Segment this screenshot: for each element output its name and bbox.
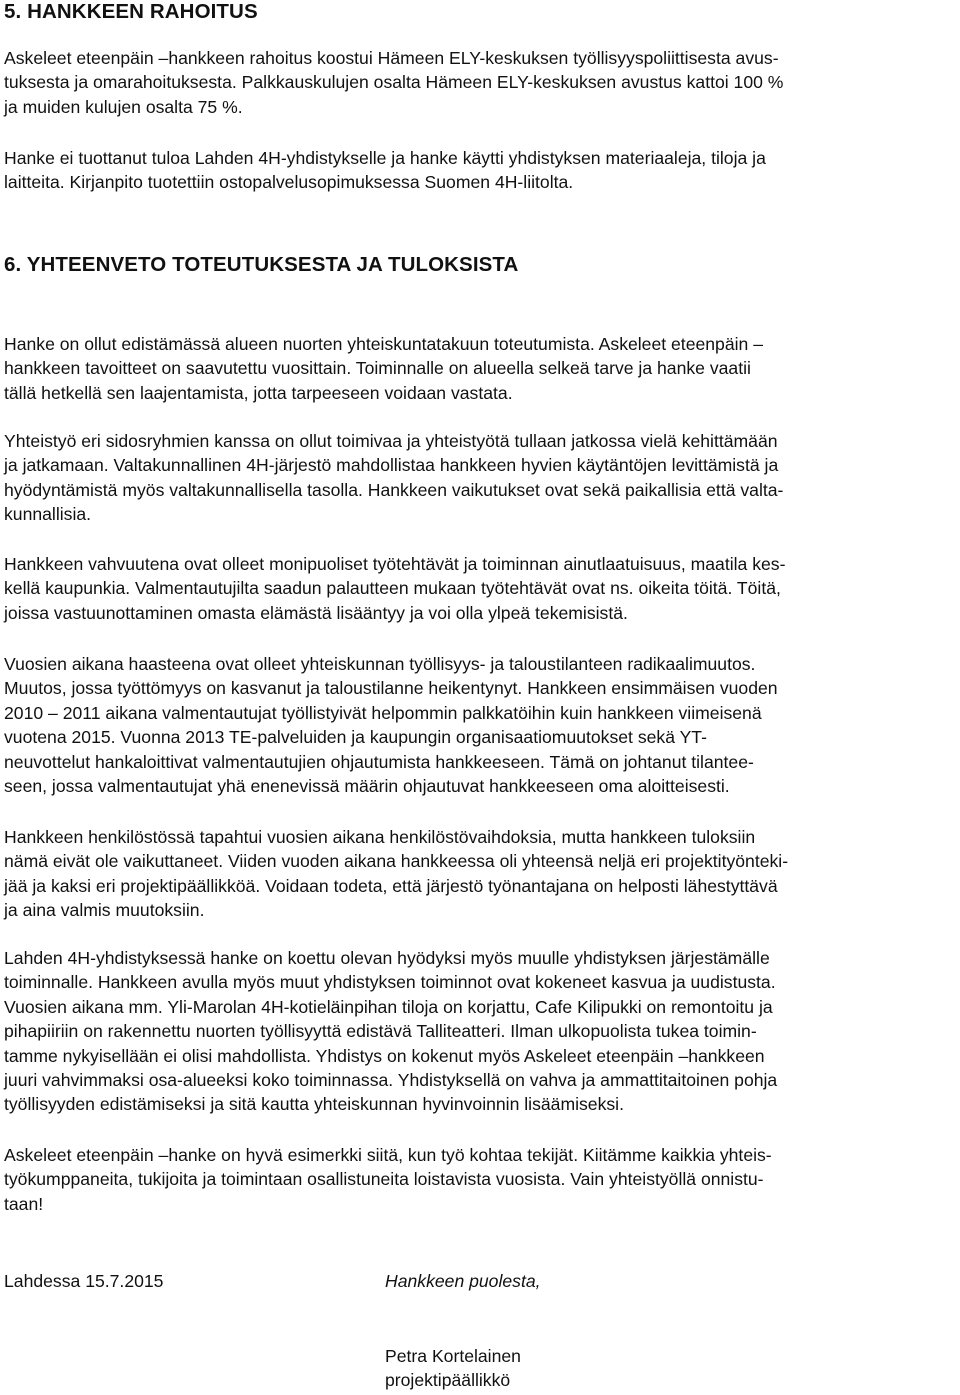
text-line: seen, jossa valmentautujat yhä enenevissä määrin ohjautuvat hankkeeseen oma aloitteisesti. — [4, 775, 730, 796]
paragraph — [4, 46, 783, 119]
text-line: Hankkeen henkilöstössä tapahtui vuosien aikana henkilöstövaihdoksia, mutta hankkeen tuloksiin — [4, 827, 756, 847]
text-line: Askeleet eteenpäin –hanke on hyvä esimerkki siitä, kun työ kohtaa tekijät. Kiitämme kaikkia yhteis- — [4, 1145, 772, 1165]
text-line: neuvottelut hankaloittivat valmentautujien ohjautumista hankkeeseen. Tämä on johtanut tilantee- — [4, 751, 754, 772]
text-line: juuri vahvimmaksi osa-alueeksi koko toiminnassa. Yhdistyksellä on vahva ja ammattitaitoinen pohja — [4, 1069, 778, 1090]
text-line: työkumppaneita, tukijoita ja toimintaan osallistuneita loistavista vuosista. Vain yhteistyöllä onnistu- — [4, 1169, 764, 1190]
text-line: laitteita. Kirjanpito tuotettiin ostopalvelusopimuksessa Suomen 4H-liitolta. — [4, 172, 574, 193]
paragraph — [4, 946, 777, 1117]
text-line: tamme nykyisellään ei olisi mahdollista. Yhdistys on kokenut myös Askeleet eteenpäin –hankkeen — [4, 1045, 765, 1066]
text-line: pihapiiriin on rakennettu nuorten työllisyyttä edistävä Talliteatteri. Ilman ulkopuolista tukea toimin- — [4, 1021, 757, 1042]
paragraph — [4, 1143, 772, 1216]
text-line: Lahden 4H-yhdistyksessä hanke on koettu olevan hyödyksi myös muulle yhdistyksen järjestämälle — [4, 948, 770, 968]
paragraph — [4, 652, 778, 798]
text-line: tällä hetkellä sen laajentamista, jotta tarpeeseen voidaan vastata. — [4, 382, 513, 403]
text-line: työllisyyden edistämiseksi ja sitä kautta yhteiskunnan hyvinvoinnin lisäämiseksi. — [4, 1094, 624, 1115]
text-line: nämä eivät ole vaikuttaneet. Viiden vuoden aikana hankkeessa oli yhteensä neljä eri projektityönteki- — [4, 851, 789, 872]
text-line: Yhteistyö eri sidosryhmien kanssa on ollut toimivaa ja yhteistyötä tullaan jatkossa vielä kehittämään — [4, 431, 778, 451]
text-line: vuotena 2015. Vuonna 2013 TE-palveluiden ja kaupungin organisaatiomuutokset sekä YT- — [4, 727, 707, 748]
text-line: ja muiden kulujen osalta 75 %. — [4, 96, 243, 117]
paragraph — [4, 146, 766, 195]
text-line: hyödyntämistä myös valtakunnallisella tasolla. Hankkeen vaikutukset ovat sekä paikallisia että valta- — [4, 479, 784, 500]
section-heading-yhteenveto: 6. YHTEENVETO TOTEUTUKSESTA JA TULOKSISTA — [4, 253, 519, 276]
text-line: hankkeen tavoitteet on saavutettu vuosittain. Toiminnalle on alueella selkeä tarve ja hanke vaatii — [4, 358, 751, 379]
text-line: Vuosien aikana haasteena ovat olleet yhteiskunnan työllisyys- ja taloustilanteen radikaalimuutos. — [4, 654, 756, 674]
paragraph — [4, 825, 788, 923]
text-line: 2010 – 2011 aikana valmentautujat työllistyivät helpommin palkkatöihin kuin hankkeen viimeisenä — [4, 702, 762, 723]
text-line: Hankkeen vahvuutena ovat olleet monipuoliset työtehtävät ja toiminnan ainutlaatuisuus, maatila kes- — [4, 554, 786, 574]
paragraph — [4, 332, 763, 405]
paragraph — [4, 552, 785, 625]
text-line: tuksesta ja omarahoituksesta. Palkkauskulujen osalta Hämeen ELY-keskuksen avustus kattoi 100 % — [4, 72, 784, 93]
signer-title: projektipäällikkö — [385, 1370, 511, 1390]
signer-name: Petra Kortelainen — [385, 1346, 521, 1366]
on-behalf-label: Hankkeen puolesta, — [385, 1271, 541, 1291]
text-line: ja jatkamaan. Valtakunnallinen 4H-järjestö mahdollistaa hankkeen hyvien käytäntöjen levittämistä ja — [4, 455, 779, 476]
text-line: jää ja kaksi eri projektipäällikköä. Voidaan todeta, että järjestö työnantajana on helposti lähestyttävä — [4, 875, 778, 896]
section-heading-rahoitus: 5. HANKKEEN RAHOITUS — [4, 0, 258, 23]
place-date: Lahdessa 15.7.2015 — [4, 1271, 164, 1291]
text-line: Askeleet eteenpäin –hankkeen rahoitus koostui Hämeen ELY-keskuksen työllisyyspoliittisesta avus- — [4, 48, 779, 68]
text-line: Hanke ei tuottanut tuloa Lahden 4H-yhdistykselle ja hanke käytti yhdistyksen materiaaleja, tiloja ja — [4, 148, 766, 168]
text-line: ja aina valmis muutoksiin. — [4, 900, 205, 921]
text-line: Hanke on ollut edistämässä alueen nuorten yhteiskuntatakuun toteutumista. Askeleet eteenpäin – — [4, 334, 763, 354]
text-line: toiminnalle. Hankkeen avulla myös muut yhdistyksen toiminnot ovat kokeneet kasvua ja uudistusta. — [4, 972, 776, 993]
text-line: kunnallisia. — [4, 504, 92, 525]
text-line: taan! — [4, 1193, 44, 1214]
paragraph — [4, 429, 783, 527]
text-line: kellä kaupunkia. Valmentautujilta saadun palautteen mukaan työtehtävät ovat ns. oikeita töitä. Töitä, — [4, 578, 781, 599]
text-line: Muutos, jossa työttömyys on kasvanut ja taloustilanne heikentynyt. Hankkeen ensimmäisen vuoden — [4, 678, 778, 699]
text-line: Vuosien aikana mm. Yli-Marolan 4H-kotieläinpihan tiloja on korjattu, Cafe Kilipukki on remontoitu ja — [4, 996, 773, 1017]
text-line: joissa vastuunottaminen omasta elämästä lisääntyy ja voi olla ylpeä tekemisistä. — [4, 602, 628, 623]
